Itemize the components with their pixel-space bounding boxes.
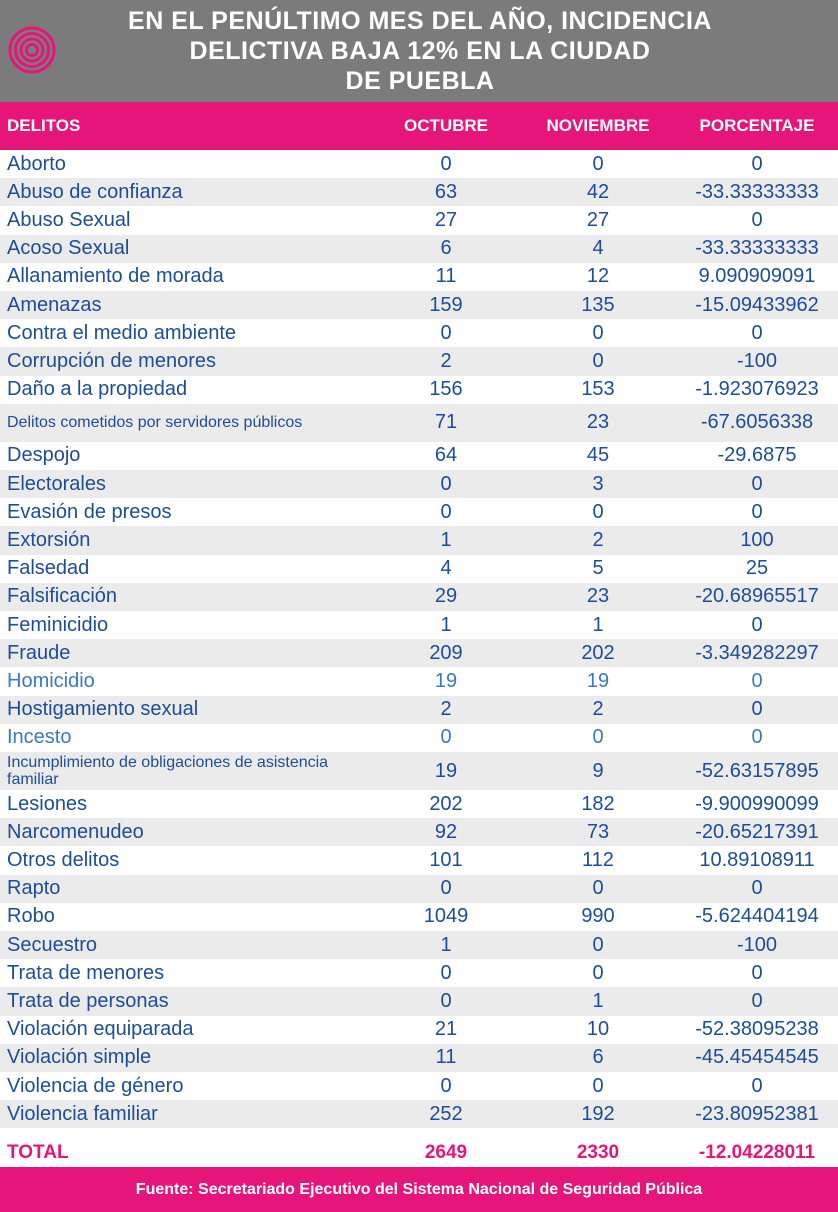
row-delito: Robo xyxy=(7,905,55,928)
row-octubre: 0 xyxy=(440,152,452,175)
row-delito: Trata de personas xyxy=(7,989,169,1012)
table-row xyxy=(0,790,838,818)
concentric-circles-icon xyxy=(8,26,56,74)
row-octubre: 6 xyxy=(440,237,452,260)
row-octubre: 0 xyxy=(440,1074,452,1097)
table-row xyxy=(0,1100,838,1128)
row-porcentaje: -33.33333333 xyxy=(695,237,819,260)
row-delito: Despojo xyxy=(7,444,81,467)
table-row xyxy=(0,263,838,291)
row-noviembre: 23 xyxy=(586,411,610,434)
column-header-octubre: OCTUBRE xyxy=(403,116,489,135)
row-noviembre: 2 xyxy=(592,528,604,551)
table-row xyxy=(0,404,838,442)
row-delito: Fraude xyxy=(7,641,71,664)
row-noviembre: 27 xyxy=(586,208,610,231)
row-delito: Allanamiento de morada xyxy=(7,265,224,288)
title-line-3: DE PUEBLA xyxy=(345,67,495,95)
table-row xyxy=(0,752,838,790)
row-noviembre: 12 xyxy=(586,265,610,288)
row-noviembre: 0 xyxy=(592,961,604,984)
row-noviembre: 1 xyxy=(592,613,604,636)
row-porcentaje: -15.09433962 xyxy=(695,293,819,316)
row-octubre: 0 xyxy=(440,961,452,984)
row-porcentaje: -33.33333333 xyxy=(695,180,819,203)
row-delito: Abuso de confianza xyxy=(7,180,183,203)
row-porcentaje: -1.923076923 xyxy=(695,378,819,401)
row-octubre: 252 xyxy=(429,1102,463,1125)
row-porcentaje: 0 xyxy=(751,472,763,495)
row-porcentaje: -3.349282297 xyxy=(695,641,819,664)
row-delito: Narcomenudeo xyxy=(7,820,144,843)
table-row xyxy=(0,526,838,554)
row-noviembre: 0 xyxy=(592,349,604,372)
table-row xyxy=(0,583,838,611)
row-porcentaje: -100 xyxy=(736,349,778,372)
row-noviembre: 0 xyxy=(592,933,604,956)
table-row xyxy=(0,291,838,319)
row-porcentaje: -52.63157895 xyxy=(695,759,819,782)
table-row xyxy=(0,1072,838,1100)
row-porcentaje: -20.68965517 xyxy=(695,585,819,608)
row-porcentaje: -9.900990099 xyxy=(695,792,819,815)
total-noviembre: 2330 xyxy=(576,1142,620,1163)
table-row xyxy=(0,987,838,1015)
row-delito: Acoso Sexual xyxy=(7,237,130,260)
table-row xyxy=(0,931,838,959)
table-row xyxy=(0,959,838,987)
row-octubre: 1049 xyxy=(423,905,469,928)
row-noviembre: 0 xyxy=(592,321,604,344)
row-noviembre: 19 xyxy=(586,669,610,692)
header-banner xyxy=(0,0,838,102)
row-noviembre: 4 xyxy=(592,237,604,260)
table-row xyxy=(0,206,838,234)
row-octubre: 21 xyxy=(434,1018,458,1041)
row-delito: Hostigamiento sexual xyxy=(7,698,199,721)
row-delito: Falsedad xyxy=(7,557,90,580)
row-noviembre: 0 xyxy=(592,877,604,900)
row-noviembre: 182 xyxy=(581,792,615,815)
total-label: TOTAL xyxy=(7,1142,69,1163)
row-porcentaje: -52.38095238 xyxy=(695,1018,819,1041)
row-delito: Secuestro xyxy=(7,933,98,956)
row-porcentaje: -45.45454545 xyxy=(695,1046,819,1069)
row-porcentaje: -67.6056338 xyxy=(700,411,814,434)
row-porcentaje: 0 xyxy=(751,208,763,231)
row-delito: Violencia de género xyxy=(7,1074,184,1097)
row-octubre: 4 xyxy=(440,557,452,580)
row-delito: Rapto xyxy=(7,877,61,900)
row-octubre: 19 xyxy=(434,759,458,782)
row-octubre: 0 xyxy=(440,877,452,900)
row-delito: Delitos cometidos por servidores públicos xyxy=(7,414,303,432)
row-porcentaje: -20.65217391 xyxy=(695,820,819,843)
row-delito: Extorsión xyxy=(7,528,91,551)
row-noviembre: 192 xyxy=(581,1102,615,1125)
row-noviembre: 10 xyxy=(586,1018,610,1041)
row-porcentaje: 10.89108911 xyxy=(699,848,815,871)
row-octubre: 11 xyxy=(435,265,457,288)
row-porcentaje: 0 xyxy=(751,989,763,1012)
row-porcentaje: 0 xyxy=(751,321,763,344)
column-header-noviembre: NOVIEMBRE xyxy=(546,116,650,135)
title-line-1: EN EL PENÚLTIMO MES DEL AÑO, INCIDENCIA xyxy=(128,7,712,35)
row-porcentaje: 0 xyxy=(751,613,763,636)
row-noviembre: 0 xyxy=(592,500,604,523)
row-noviembre: 9 xyxy=(592,759,604,782)
row-porcentaje: 9.090909091 xyxy=(698,265,816,288)
table-row xyxy=(0,442,838,470)
row-porcentaje: 100 xyxy=(740,528,774,551)
table-row xyxy=(0,235,838,263)
row-octubre: 0 xyxy=(440,472,452,495)
table-row xyxy=(0,696,838,724)
table-row xyxy=(0,1044,838,1072)
row-delito: Violación equiparada xyxy=(7,1018,194,1041)
title-line-2: DELICTIVA BAJA 12% EN LA CIUDAD xyxy=(189,37,651,65)
row-noviembre: 42 xyxy=(586,180,610,203)
row-porcentaje: 0 xyxy=(751,726,763,749)
row-porcentaje: 0 xyxy=(751,961,763,984)
table-row xyxy=(0,555,838,583)
row-delito: Daño a la propiedad xyxy=(7,378,188,401)
row-octubre: 29 xyxy=(434,585,458,608)
row-octubre: 27 xyxy=(434,208,458,231)
row-noviembre: 3 xyxy=(592,472,604,495)
row-porcentaje: -100 xyxy=(736,933,778,956)
row-porcentaje: 0 xyxy=(751,669,763,692)
row-delito: Violación simple xyxy=(7,1046,152,1069)
row-octubre: 11 xyxy=(435,1046,457,1069)
row-delito: Falsificación xyxy=(7,585,118,608)
source-footer: Fuente: Secretariado Ejecutivo del Sistema Nacional de Seguridad Pública xyxy=(0,1167,838,1212)
table-row xyxy=(0,498,838,526)
column-header-delitos: DELITOS xyxy=(7,116,81,135)
row-porcentaje: -29.6875 xyxy=(717,444,797,467)
column-header-porcentaje: PORCENTAJE xyxy=(699,116,815,135)
row-noviembre: 73 xyxy=(586,820,610,843)
row-porcentaje: 0 xyxy=(751,698,763,721)
table-row xyxy=(0,376,838,404)
row-octubre: 156 xyxy=(429,378,463,401)
row-porcentaje: 0 xyxy=(751,1074,763,1097)
row-noviembre: 1 xyxy=(592,989,604,1012)
row-delito: Contra el medio ambiente xyxy=(7,321,237,344)
page-title xyxy=(70,6,770,96)
row-delito: Incumplimiento de obligaciones de asistencia familiar xyxy=(7,754,329,788)
row-octubre: 202 xyxy=(429,792,463,815)
row-delito: Electorales xyxy=(7,472,106,495)
row-octubre: 0 xyxy=(440,321,452,344)
row-delito: Homicidio xyxy=(7,669,95,692)
row-delito: Corrupción de menores xyxy=(7,349,216,372)
row-noviembre: 0 xyxy=(592,1074,604,1097)
row-octubre: 1 xyxy=(440,933,452,956)
row-noviembre: 0 xyxy=(592,152,604,175)
table-row xyxy=(0,347,838,375)
total-porcentaje: -12.04228011 xyxy=(698,1142,816,1163)
table-row xyxy=(0,611,838,639)
row-noviembre: 23 xyxy=(586,585,610,608)
row-octubre: 0 xyxy=(440,500,452,523)
row-octubre: 64 xyxy=(434,444,458,467)
table-row xyxy=(0,319,838,347)
row-noviembre: 0 xyxy=(592,726,604,749)
row-noviembre: 990 xyxy=(581,905,615,928)
row-octubre: 0 xyxy=(440,989,452,1012)
row-noviembre: 45 xyxy=(586,444,610,467)
row-octubre: 71 xyxy=(434,411,458,434)
table-row xyxy=(0,724,838,752)
row-octubre: 101 xyxy=(429,848,463,871)
row-delito: Evasión de presos xyxy=(7,500,172,523)
row-porcentaje: 0 xyxy=(751,152,763,175)
total-row xyxy=(0,1139,838,1167)
row-delito: Lesiones xyxy=(7,792,88,815)
row-delito: Amenazas xyxy=(7,293,102,316)
row-noviembre: 135 xyxy=(581,293,615,316)
row-delito: Feminicidio xyxy=(7,613,109,636)
row-octubre: 1 xyxy=(440,528,452,551)
row-noviembre: 112 xyxy=(582,848,614,871)
total-octubre: 2649 xyxy=(424,1142,468,1163)
row-octubre: 0 xyxy=(440,726,452,749)
row-noviembre: 2 xyxy=(592,698,604,721)
row-noviembre: 6 xyxy=(592,1046,604,1069)
row-noviembre: 153 xyxy=(581,378,615,401)
row-porcentaje: -23.80952381 xyxy=(695,1102,819,1125)
row-octubre: 1 xyxy=(440,613,452,636)
table-row xyxy=(0,639,838,667)
row-octubre: 63 xyxy=(434,180,458,203)
table-header xyxy=(0,102,838,150)
row-octubre: 209 xyxy=(429,641,463,664)
row-delito: Abuso Sexual xyxy=(7,208,131,231)
row-octubre: 19 xyxy=(434,669,458,692)
row-delito: Incesto xyxy=(7,726,72,749)
table-row xyxy=(0,178,838,206)
table-row xyxy=(0,903,838,931)
row-porcentaje: 0 xyxy=(751,877,763,900)
row-delito: Violencia familiar xyxy=(7,1102,158,1125)
row-porcentaje: -5.624404194 xyxy=(695,905,819,928)
table-row xyxy=(0,846,838,874)
row-delito: Trata de menores xyxy=(7,961,165,984)
table-row xyxy=(0,1016,838,1044)
table-row xyxy=(0,150,838,178)
row-octubre: 159 xyxy=(429,293,463,316)
row-porcentaje: 0 xyxy=(751,500,763,523)
table-row xyxy=(0,470,838,498)
row-noviembre: 5 xyxy=(592,557,604,580)
table-row xyxy=(0,818,838,846)
row-noviembre: 202 xyxy=(581,641,615,664)
table-row xyxy=(0,875,838,903)
row-octubre: 2 xyxy=(440,349,452,372)
row-octubre: 92 xyxy=(434,820,458,843)
row-octubre: 2 xyxy=(440,698,452,721)
row-delito: Otros delitos xyxy=(7,848,120,871)
table-row xyxy=(0,667,838,695)
row-delito: Aborto xyxy=(7,152,66,175)
row-porcentaje: 25 xyxy=(745,557,769,580)
